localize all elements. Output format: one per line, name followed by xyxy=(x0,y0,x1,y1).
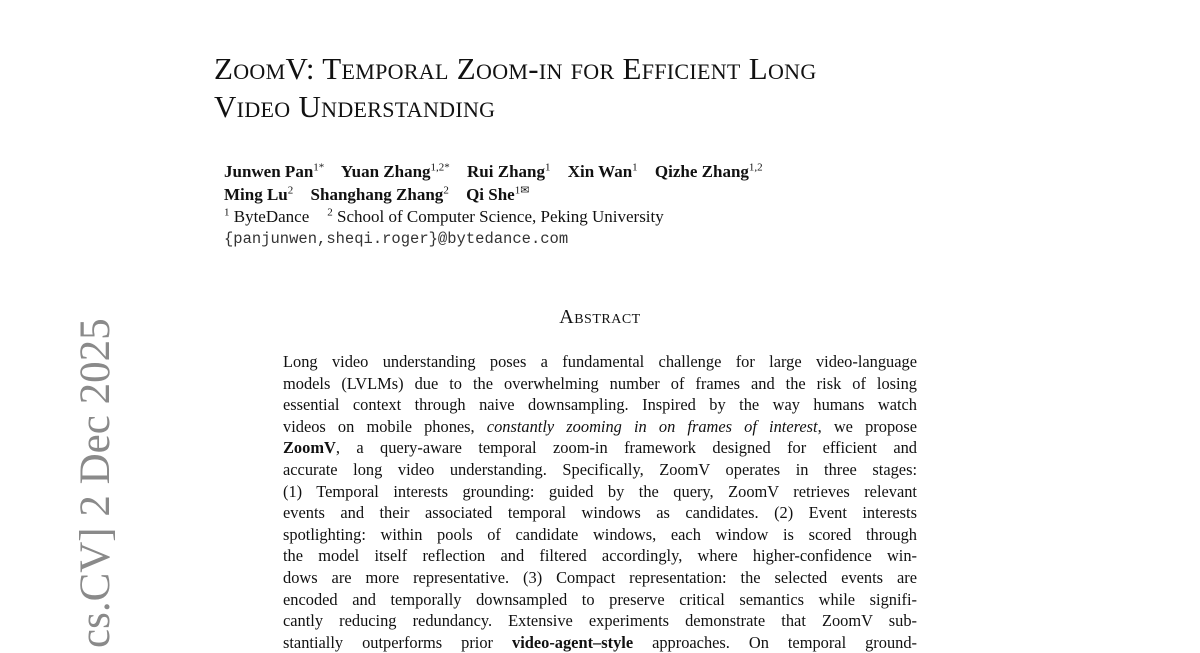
abstract-line: dows are more representative. (3) Compact representation: the selected events are xyxy=(283,567,917,587)
abstract-body xyxy=(283,351,917,653)
author-row-2 xyxy=(224,183,984,206)
arxiv-stamp: cs.CV] 2 Dec 2025 xyxy=(72,318,119,648)
arxiv-sidebar xyxy=(26,318,119,648)
abstract-line: stantially outperforms prior video-agent–style approaches. On temporal ground- xyxy=(283,632,917,652)
contact-email[interactable]: {panjunwen,sheqi.roger}@bytedance.com xyxy=(224,230,569,248)
author: Ming Lu$^2$ xyxy=(224,184,294,204)
abstract-line: the model itself reflection and filtered accordingly, where higher-confidence win- xyxy=(283,546,917,566)
author: Shanghang Zhang$^2$ xyxy=(310,184,449,204)
author: Rui Zhang$^1$ xyxy=(467,161,551,181)
method-name: ZoomV xyxy=(283,438,336,458)
abstract-line: accurate long video understanding. Specifically, ZoomV operates in three stages: xyxy=(283,459,917,479)
abstract-line: (1) Temporal interests grounding: guided by the query, ZoomV retrieves relevant xyxy=(283,481,917,501)
abstract-heading: Abstract xyxy=(559,306,641,328)
author: Qizhe Zhang$^{1,2}$ xyxy=(654,161,763,181)
paper-title xyxy=(214,50,1034,126)
abstract-line: models (LVLMs) due to the overwhelming number of frames and the risk of losing xyxy=(283,373,917,393)
author-list xyxy=(224,160,984,206)
author: Yuan Zhang$^{1,2*}$ xyxy=(340,161,450,181)
abstract-line: cantly reducing redundancy. Extensive experiments demonstrate that ZoomV sub- xyxy=(283,611,917,631)
abstract-line: videos on mobile phones, constantly zooming in on frames of interest, we propose xyxy=(283,416,917,436)
abstract-line: Long video understanding poses a fundamental challenge for large video-language xyxy=(283,352,917,371)
affiliation: ByteDance xyxy=(233,207,310,226)
title-line-2: Video Understanding xyxy=(214,89,496,124)
emphasis: constantly zooming in on frames of interest xyxy=(486,416,818,436)
author: Junwen Pan$^{1*}$ xyxy=(224,161,325,181)
abstract-line: encoded and temporally downsampled to preserve critical semantics while signifi- xyxy=(283,589,917,609)
abstract-line: essential context through naive downsampling. Inspired by the way humans watch xyxy=(283,395,917,415)
author: Xin Wan$^1$ xyxy=(567,161,638,181)
abstract-line: events and their associated temporal windows as candidates. (2) Event interests xyxy=(283,503,917,523)
abstract-line: ZoomV, a query-aware temporal zoom-in framework designed for efficient and xyxy=(283,438,917,458)
author-row-1 xyxy=(224,160,984,183)
abstract-line: spotlighting: within pools of candidate windows, each window is scored through xyxy=(283,524,917,544)
title-line-1: ZoomV: Temporal Zoom-in for Efficient Long xyxy=(214,51,817,86)
affiliation: School of Computer Science, Peking University xyxy=(337,207,664,226)
emphasis-bold: video-agent–style xyxy=(512,632,634,652)
author: Qi She$^{1✉}$ xyxy=(466,184,530,204)
affiliations: $^1$ ByteDance $^2$ School of Computer Science, Peking University xyxy=(224,206,664,226)
